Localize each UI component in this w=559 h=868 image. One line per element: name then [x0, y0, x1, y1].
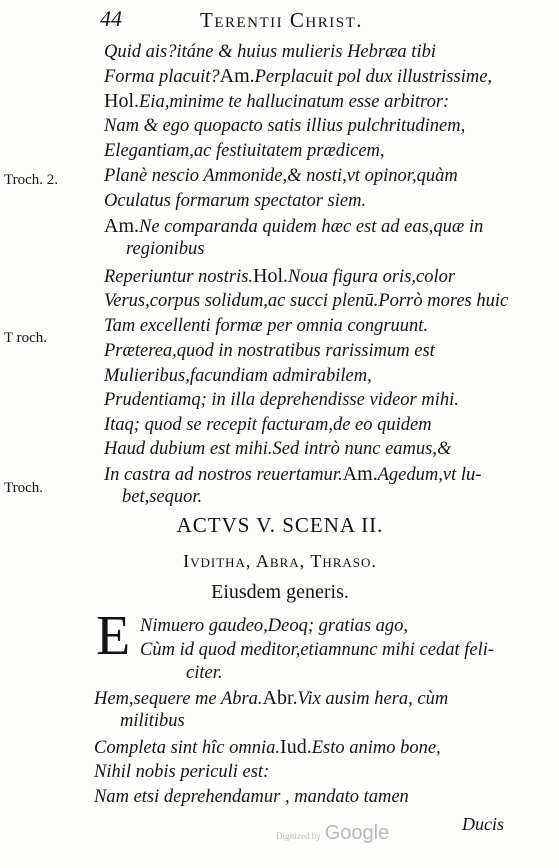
verse-line: Verus,corpus solidum,ac succi plenū.Porrò mores huic	[104, 291, 509, 311]
verse-line: Am.Ne comparanda quidem hæc est ad eas,quæ in	[104, 215, 484, 237]
page-number: 44	[100, 6, 122, 31]
margin-note-trochaic-second: Troch.	[4, 480, 44, 496]
google-watermark	[276, 822, 389, 845]
verse-line: Cùm id quod meditor,etiamnunc mihi cedat feli-	[140, 640, 495, 660]
speaker-label: Am.	[104, 215, 139, 237]
verse-line: Itaq; quod se recepit facturam,de eo quidem	[104, 415, 432, 435]
verse-line: Præterea,quod in nostratibus rarissimum est	[104, 341, 435, 361]
verse-line-continuation: citer.	[186, 663, 223, 683]
scene-heading: ACTVS V. SCENA II.	[176, 513, 384, 537]
scene-characters: Ivditha, Abra, Thraso.	[183, 551, 377, 571]
running-title: Terentii Christ.	[200, 8, 363, 32]
verse-line: Nihil nobis periculi est:	[94, 762, 270, 782]
margin-note-trochaic: T roch.	[4, 330, 48, 346]
verse-line: Oculatus formarum spectator siem.	[104, 191, 367, 211]
speaker-label: Am.	[219, 65, 255, 87]
verse-line: Forma placuit?Am.Perplacuit pol dux illustrissime,	[104, 65, 493, 87]
verse-line: Mulieribus,facundiam admirabilem,	[104, 366, 372, 386]
margin-note-trochaic-2: Troch. 2.	[4, 172, 59, 188]
verse-line: Haud dubium est mihi.Sed intrò nunc eamus,&	[104, 439, 452, 459]
verse-line: Elegantiam,ac festiuitatem prædicem,	[104, 141, 385, 161]
catchword: Ducis	[462, 814, 504, 834]
speaker-label: Hol.	[253, 265, 289, 287]
verse-line: Nam & ego quopacto satis illius pulchritudinem,	[104, 116, 466, 136]
speaker-label: Abr.	[262, 687, 298, 709]
verse-line: Quid ais?itáne & huius mulieris Hebræa tibi	[104, 42, 436, 62]
speaker-label: Hol.	[104, 90, 139, 112]
verse-line: Prudentiamq; in illa deprehendisse videor mihi.	[104, 390, 459, 410]
meter-note: Eiusdem generis.	[211, 581, 349, 603]
verse-line: Nam etsi deprehendamur , mandato tamen	[94, 787, 409, 807]
verse-line: In castra ad nostros reuertamur.Am.Agedum,vt lu-	[104, 463, 482, 485]
page-header	[100, 6, 530, 34]
drop-cap-initial: E	[96, 605, 131, 667]
verse-line: Tam excellenti formæ per omnia congruunt.	[104, 316, 429, 336]
verse-line-continuation: regionibus	[126, 239, 205, 259]
verse-line: Planè nescio Ammonide,& nosti,vt opinor,quàm	[104, 166, 458, 186]
watermark-prefix: Digitized by	[276, 831, 321, 841]
verse-line-continuation: militibus	[120, 711, 185, 731]
google-logo: Google	[324, 822, 390, 844]
speaker-label: Am.	[342, 463, 378, 485]
verse-line: Reperiuntur nostris.Hol.Noua figura oris,color	[104, 265, 456, 287]
verse-line: Completa sint hîc omnia.Iud.Esto animo bone,	[94, 736, 441, 758]
speaker-label: Iud.	[280, 736, 312, 758]
verse-line: Hem,sequere me Abra.Abr.Vix ausim hera, cùm	[94, 687, 449, 709]
verse-line-continuation: bet,sequor.	[122, 487, 203, 507]
verse-line: Nimuero gaudeo,Deoq; gratias ago,	[140, 616, 409, 636]
verse-line: Hol.Eia,minime te hallucinatum esse arbitror:	[104, 90, 450, 112]
